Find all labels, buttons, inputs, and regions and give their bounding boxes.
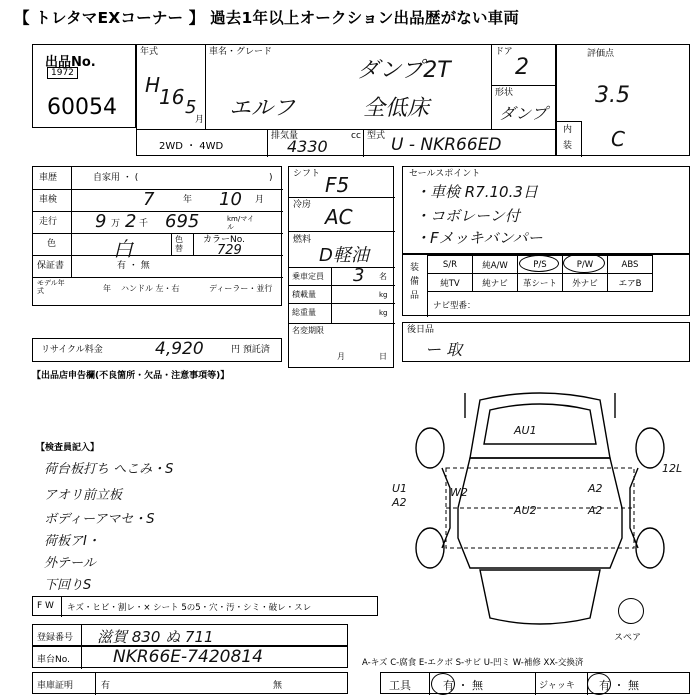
inspector-label: 【検査員記入】: [36, 443, 100, 453]
inspection-year-unit: 年: [183, 195, 193, 205]
lot-label: 出品No.: [45, 55, 96, 70]
mileage-sen: 2: [125, 211, 137, 232]
inspector-line-4: 荷板アI・: [44, 534, 100, 549]
tools-value: 有 ・ 無: [443, 679, 483, 692]
change-month-label: 月: [337, 352, 345, 361]
damage-diagram: [390, 388, 690, 628]
inspection-month: 10: [219, 189, 242, 210]
garage-cert-box: [32, 672, 348, 694]
chassis-label: 車台No.: [37, 655, 70, 665]
doors-value: 2: [515, 55, 529, 80]
grade-value: ダンプ2T: [357, 58, 451, 83]
color-no-label: カラーNo.: [203, 235, 245, 245]
tools-circle: [431, 673, 455, 695]
mark-a2-right: A2: [588, 482, 603, 495]
grade-label: 評価点: [587, 49, 615, 59]
mileage-label: 走行: [39, 217, 58, 227]
handle-label: ハンドル 左・右: [121, 284, 180, 293]
load-unit: kg: [379, 291, 388, 299]
warranty-label: 保証書: [37, 261, 65, 271]
equip-ext-navi: 外ナビ: [563, 274, 608, 292]
jack-circle: [587, 673, 611, 695]
weight-unit: kg: [379, 309, 388, 317]
grade-box: [556, 44, 690, 156]
inspector-line-5: 外テール: [44, 556, 96, 571]
displacement-value: 4330: [287, 137, 328, 156]
model-year-unit: 年: [103, 284, 111, 293]
equip-navi: 純ナビ: [473, 274, 518, 292]
interior-label-2: 装: [563, 141, 573, 151]
recycle-unit: 円 預託済: [231, 345, 270, 355]
garage-cert-label: 車庫証明: [37, 681, 74, 691]
fuel-value: D軽油: [319, 245, 369, 266]
shift-value: F5: [325, 173, 350, 197]
color-no-value: 729: [217, 243, 242, 258]
interior-value: C: [611, 127, 625, 151]
warranty-value: 有 ・ 無: [117, 261, 150, 271]
doors-label: ドア: [495, 47, 513, 57]
tools-label: 工具: [389, 679, 411, 692]
inspector-line-3: ボディーアマセ・S: [44, 512, 155, 527]
sales-points-label: セールスポイント: [409, 169, 481, 179]
color-label: 色: [47, 239, 57, 249]
capacity-value: 3: [353, 265, 365, 286]
name-value: エルフ: [229, 96, 296, 121]
equipment-box: [402, 254, 690, 316]
lot-number: 60054: [47, 95, 117, 120]
km-unit: km/マイル: [227, 215, 255, 231]
equip-sr: S/R: [428, 256, 473, 274]
sales-point-3: ・Fメッキバンパー: [415, 229, 543, 247]
history-close: ): [269, 173, 273, 183]
shape-label: 形状: [495, 88, 514, 98]
color-value: 白: [113, 237, 133, 261]
inspector-line-2: アオリ前立板: [44, 488, 122, 503]
after-date-label: 後日品: [407, 325, 435, 335]
mark-au1: AU1: [514, 424, 537, 437]
after-date-box: [402, 322, 690, 362]
fw-box: [32, 596, 378, 616]
mark-au2: AU2: [514, 504, 537, 517]
lot-box: [32, 44, 136, 128]
jack-value: 有 ・ 無: [599, 679, 639, 692]
man-unit: 万: [111, 219, 121, 229]
registration-box: [32, 624, 348, 646]
spare-icon: [618, 598, 644, 624]
equip-abs: ABS: [608, 256, 653, 274]
grade-extra: 全低床: [363, 96, 430, 121]
displacement-label: 排気量: [271, 131, 299, 141]
equip-aw: 純A/W: [473, 256, 518, 274]
inspector-line-1: 荷台板打ち へこみ・S: [44, 462, 174, 477]
recycle-value: 4,920: [155, 339, 204, 359]
sales-point-1: ・車検 R7.10.3日: [415, 183, 538, 201]
equip-leather: 革シート: [518, 274, 563, 292]
sales-point-2: ・コボレーン付: [415, 207, 520, 225]
equip-airbag: エアB: [608, 274, 653, 292]
navi-model-label: ナビ型番：: [433, 301, 476, 311]
interior-label-1: 内: [563, 125, 573, 135]
spare-label: スペア: [614, 633, 642, 643]
load-label: 積載量: [292, 290, 316, 299]
grade-value: 3.5: [595, 83, 630, 108]
ac-label: 冷房: [293, 200, 312, 210]
inspection-label: 車検: [39, 195, 58, 205]
change-date-label: 名変期限: [292, 326, 324, 335]
fuel-label: 燃料: [293, 235, 312, 245]
ps-circle: [519, 255, 559, 272]
recycle-label: リサイクル料金: [41, 345, 103, 355]
type-label: 型式: [367, 131, 386, 141]
capacity-label: 乗車定員: [292, 272, 324, 281]
month-unit: 月: [195, 115, 205, 125]
type-value: U - NKR66ED: [391, 135, 502, 155]
mileage-man: 9: [95, 211, 107, 232]
cc-unit: cc: [351, 131, 361, 141]
equip-tv: 純TV: [428, 274, 473, 292]
garage-cert-yes: 有: [101, 681, 111, 691]
capacity-unit: 名: [379, 272, 387, 281]
year-month: 5: [185, 97, 197, 118]
mark-a2-left: A2: [392, 496, 407, 509]
tools-box: [380, 672, 690, 694]
chassis-box: [32, 646, 348, 668]
mark-a2-right-lower: A2: [588, 504, 603, 517]
registration-label: 登録番号: [37, 633, 74, 643]
year-label: 年式: [140, 47, 159, 57]
dealer-label: ディーラー・並行: [209, 284, 273, 293]
shape-value: ダンプ: [499, 104, 548, 123]
sen-unit: 千: [139, 219, 149, 229]
history-label: 車歴: [39, 173, 58, 183]
color-change-label: 色替: [175, 235, 183, 253]
registration-value: 滋賀 830 ぬ 711: [97, 628, 214, 646]
lot-sub-code: 1972: [47, 67, 78, 79]
model-year-label: モデル年式: [37, 279, 65, 295]
shift-label: シフト: [293, 169, 321, 179]
mark-u1-left: U1: [392, 482, 408, 495]
inspector-line-6: 下回りS: [44, 578, 92, 593]
chassis-value: NKR66E-7420814: [113, 647, 263, 667]
mark-w2: W2: [450, 486, 468, 499]
history-box: [32, 166, 282, 306]
inspection-year: 7: [143, 189, 155, 210]
mark-12l: 12L: [662, 462, 683, 475]
sales-points-box: [402, 166, 690, 254]
change-day-label: 日: [379, 352, 387, 361]
specs-box: [288, 166, 394, 368]
mileage-rest: 695: [165, 211, 200, 232]
year-era: H: [145, 73, 161, 97]
pw-circle: [563, 253, 605, 273]
jack-label: ジャッキ: [539, 681, 575, 691]
name-label: 車名・グレード: [209, 47, 273, 57]
seller-notes-label: 【出品店申告欄(不良箇所・欠品・注意事項等)】: [32, 371, 230, 381]
ac-value: AC: [325, 205, 353, 229]
year-value: 16: [159, 85, 185, 109]
equip-pw: P/W: [563, 256, 608, 274]
fw-items: キズ・ヒビ・割レ・× シート 5の5・穴・汚・シミ・破レ・スレ: [67, 603, 312, 613]
history-value: 自家用 ・ (: [93, 173, 139, 183]
after-date-value: ー 取: [425, 340, 463, 359]
weight-label: 総重量: [292, 308, 316, 317]
inspection-month-unit: 月: [255, 195, 265, 205]
damage-legend: A-キズ C-腐食 E-エクボ S-サビ U-凹ミ W-補修 XX-交換済: [362, 658, 584, 668]
header-title: 【 トレタマEXコーナー 】 過去1年以上オークション出品歴がない車両: [14, 9, 520, 27]
fw-label: F W: [37, 601, 54, 611]
drive-label: 2WD ・ 4WD: [159, 141, 224, 152]
equip-ps: P/S: [518, 256, 563, 274]
garage-cert-no: 無: [273, 681, 283, 691]
recycle-box: [32, 338, 282, 362]
vehicle-box: [136, 44, 556, 156]
equipment-label: 装備品: [410, 263, 420, 301]
